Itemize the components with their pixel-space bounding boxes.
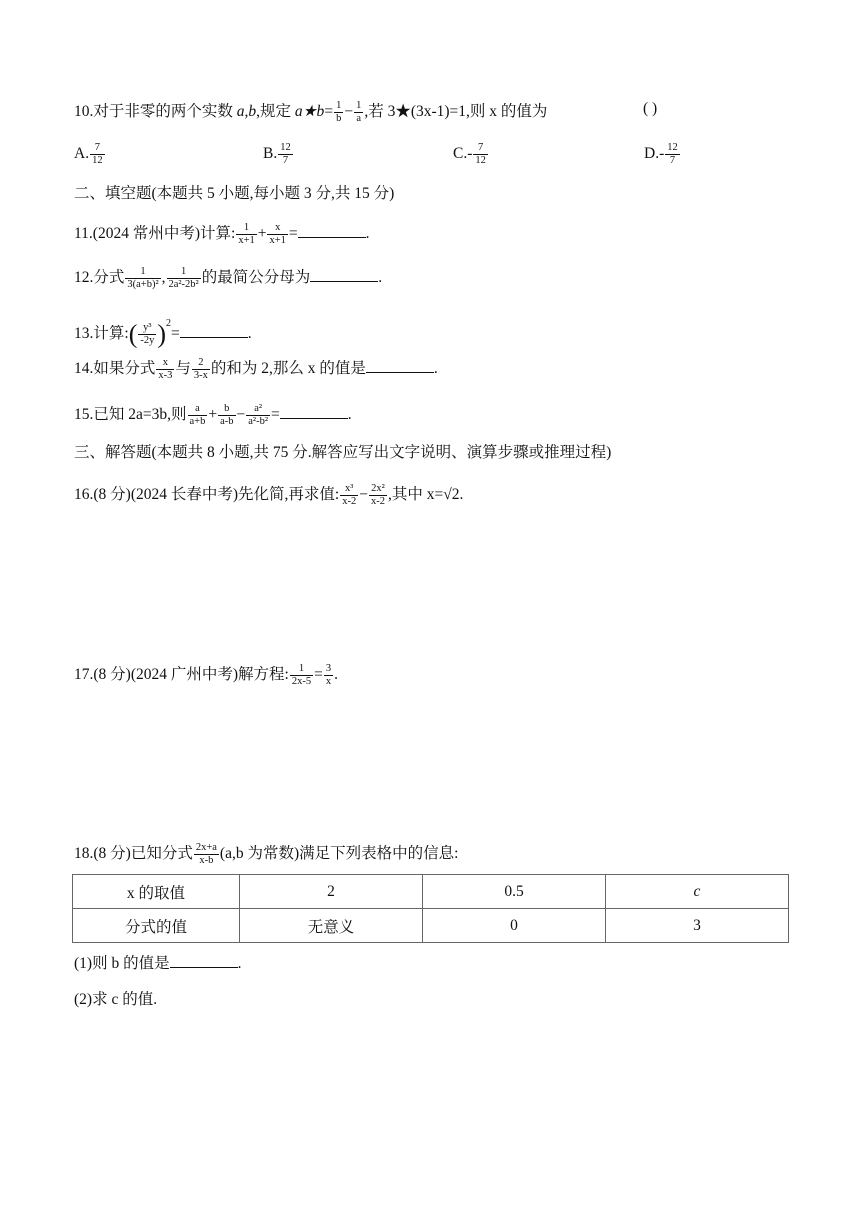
q14-fraction-1 [156,357,174,382]
q18-fraction [194,842,219,867]
q17-f1-den: 2x-5 [291,676,312,687]
q16-suffix: ,其中 x=√2. [387,486,464,504]
q14-fraction-2 [192,357,210,382]
q13-f-den: -2y [140,334,155,346]
q17-f2-num: 3 [325,663,332,674]
q15-f1-den: a+b [189,416,206,427]
q12-suffix: 的最简公分母为 [201,269,311,287]
q13-answer-blank[interactable] [180,323,248,338]
q14-answer-blank[interactable] [366,358,434,373]
q17-fraction-1 [290,663,313,688]
table-cell: 分式的值 [73,909,240,943]
option-d-label: D.- [644,145,665,163]
section-3-heading: 三、解答题(本题共 8 小题,共 75 分.解答应写出文字说明、演算步骤或推理过程) [74,444,612,461]
q12-fraction-2 [167,266,201,291]
q15-text: 15.已知 2a=3b,则 [74,406,187,424]
q10-fraction-1 [334,100,343,125]
q10-fraction-2 [354,100,363,125]
table-cell: 0.5 [423,875,606,909]
option-b-num: 12 [280,142,291,153]
table-cell: c [606,875,789,909]
q13-end: . [247,325,252,342]
q16-f2-num: 2x² [369,483,387,496]
q11-answer-blank[interactable] [298,223,366,238]
q17-eq: = [314,666,323,684]
option-d-num: 12 [667,142,678,153]
q11-fraction-2 [267,222,287,247]
q14-f2-num: 2 [192,357,210,370]
q16-minus: − [359,486,368,504]
option-a-label: A. [74,145,90,163]
q10-text: 10.对于非零的两个实数 [74,103,237,121]
section-2-heading: 二、填空题(本题共 5 小题,每小题 3 分,共 15 分) [74,185,395,202]
q16-fraction-1 [340,483,358,508]
q18-f-num: 2x+a [195,842,217,853]
q11-f1-num: 1 [236,222,256,235]
option-b-den: 7 [282,155,289,166]
table-cell: 3 [606,909,789,943]
q10-vars: a,b [236,103,257,121]
q18-f-den: x-b [199,855,214,866]
option-c-num: 7 [473,142,488,155]
q15-plus: + [208,406,218,424]
q16-f1-num: x³ [340,483,358,496]
q15-f1-num: a [188,403,208,416]
q11-f2-num: x [267,222,287,235]
q11-eq: = [288,225,298,243]
q14-f1-num: x [156,357,174,370]
q17-f1-num: 1 [290,663,313,676]
q14-f1-den: x-3 [158,370,173,381]
q10-condition: ,若 3★(3x-1)=1,则 x 的值为 [364,103,548,121]
q11-f1-den: x+1 [238,235,255,246]
q12-text: 12.分式 [74,269,125,287]
option-a-num: 7 [90,142,105,155]
q16-f1-den: x-2 [342,496,357,507]
q17-f2-den: x [325,676,332,687]
q15-fraction-2 [218,403,235,428]
table-cell: 2 [240,875,423,909]
option-d[interactable] [644,142,681,167]
q18-text: 18.(8 分)已知分式 [74,845,193,863]
option-b-label: B. [263,145,278,163]
option-c-label: C.- [453,145,473,163]
question-10 [74,100,547,125]
q15-answer-blank[interactable] [280,404,348,419]
q17-fraction-2 [324,663,333,688]
q14-f2-den: 3-x [193,370,208,381]
q13-f-num: y³ [138,322,156,335]
q10-minus: − [344,103,354,121]
q14-mid: 与 [175,360,191,378]
option-d-den: 7 [669,155,676,166]
q10-f1-num: 1 [336,100,342,111]
table-row [73,875,789,909]
q14-suffix: 的和为 2,那么 x 的值是 [210,360,366,378]
q18-sub-question-2: (2)求 c 的值. [74,991,158,1008]
q13-left-paren: ( [128,319,138,349]
q16-text: 16.(8 分)(2024 长春中考)先化简,再求值: [74,486,340,504]
q18-sub1-end: . [237,955,242,972]
q12-f1-num: 1 [125,266,160,279]
q13-eq: = [171,325,180,342]
q15-f2-num: b [218,403,235,416]
option-a-fraction [90,142,105,167]
question-14 [74,357,438,382]
question-18 [74,842,458,867]
question-13 [74,314,252,347]
q11-f2-den: x+1 [269,235,286,246]
q15-eq: = [270,406,280,424]
q12-sep: , [161,269,166,287]
q13-fraction [138,322,156,347]
q15-fraction-1 [188,403,208,428]
option-a-den: 12 [92,155,103,166]
q17-end: . [334,666,338,684]
q18-sub1-answer-blank[interactable] [170,953,238,968]
q15-f3-num: a² [246,403,270,416]
question-17 [74,663,338,688]
q18-sub1-text: (1)则 b 的值是 [74,955,170,972]
q12-answer-blank[interactable] [310,267,378,282]
option-a[interactable] [74,142,106,167]
q12-f2-num: 1 [167,266,201,279]
q15-minus: − [236,406,246,424]
option-b[interactable] [263,142,294,167]
table-row [73,909,789,943]
q15-end: . [347,406,352,424]
question-12 [74,266,382,291]
q10-define: ,规定 [256,103,295,121]
q14-text: 14.如果分式 [74,360,156,378]
q13-text: 13.计算: [74,325,129,342]
q11-fraction-1 [236,222,256,247]
q18-info-table [72,874,789,943]
q12-f1-den: 3(a+b)² [127,279,159,290]
q10-answer-paren[interactable]: ( ) [643,100,658,117]
question-15 [74,403,352,428]
option-b-fraction [278,142,293,167]
q12-fraction-1 [125,266,160,291]
q15-f3-den: a²-b² [248,416,268,427]
q11-plus: + [257,225,267,243]
q18-suffix: (a,b 为常数)满足下列表格中的信息: [219,845,459,863]
q12-end: . [378,269,383,287]
q15-fraction-3 [246,403,270,428]
q10-f2-den: a [356,113,362,124]
q16-f2-den: x-2 [370,496,385,507]
table-cell: 无意义 [240,909,423,943]
q13-right-paren: ) [157,319,167,349]
q18-sub-question-1 [74,953,241,974]
table-cell: x 的取值 [73,875,240,909]
q13-power: 2 [166,318,172,329]
q15-f2-den: a-b [220,416,234,427]
q17-text: 17.(8 分)(2024 广州中考)解方程: [74,666,289,684]
q10-f2-num: 1 [356,100,362,111]
q10-eq: = [324,103,334,121]
option-c[interactable] [453,142,489,167]
q11-end: . [365,225,370,243]
q14-end: . [433,360,438,378]
question-16 [74,483,463,508]
q10-star-expr: a★b [294,103,325,121]
table-cell: 0 [423,909,606,943]
q16-fraction-2 [369,483,387,508]
question-11 [74,222,370,247]
q12-f2-den: 2a²-2b² [168,279,199,290]
option-d-fraction [665,142,680,167]
q10-f1-den: b [336,113,342,124]
option-c-den: 12 [475,155,486,166]
option-c-fraction [473,142,488,167]
q11-text: 11.(2024 常州中考)计算: [74,225,236,243]
